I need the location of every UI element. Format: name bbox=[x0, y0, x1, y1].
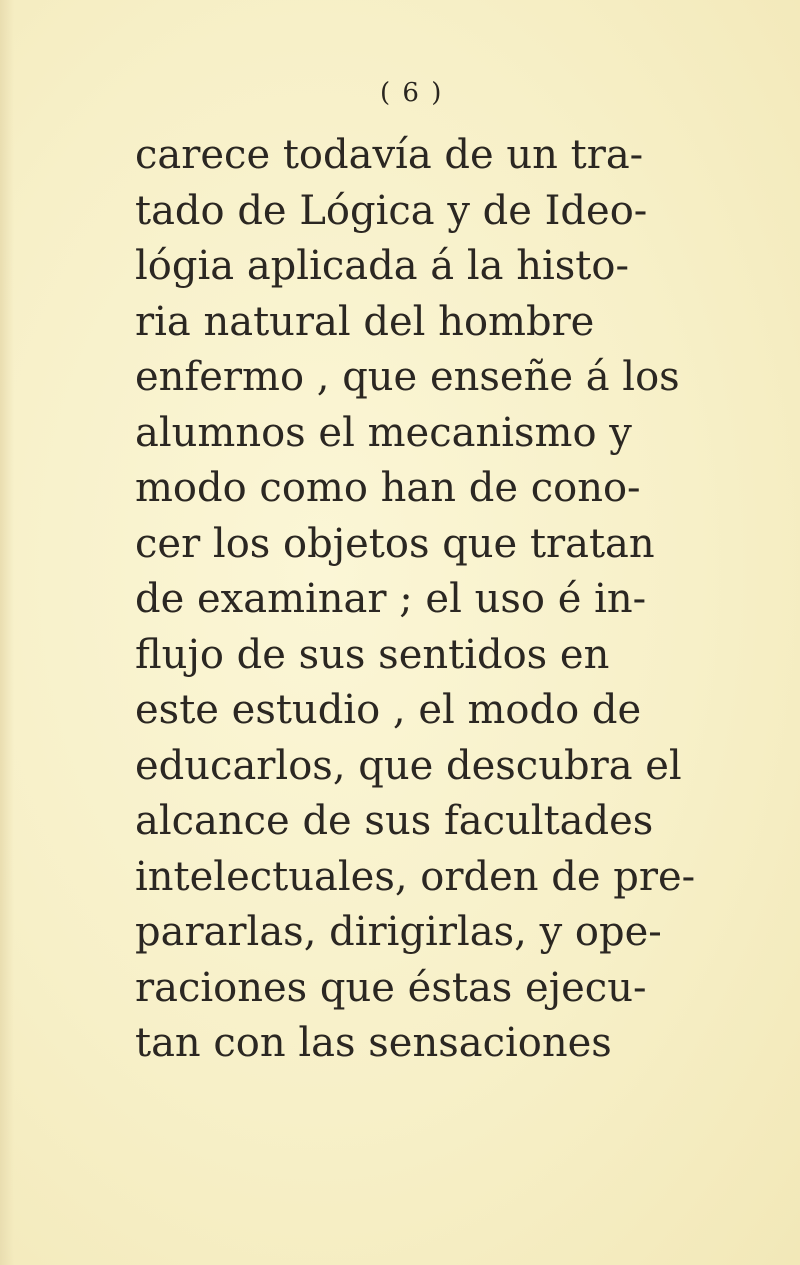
text-line-6: alumnos el mecanismo y bbox=[135, 409, 632, 456]
text-line-9: de examinar ; el uso é in- bbox=[135, 576, 647, 622]
text-line-3: lógia aplicada á la histo- bbox=[135, 243, 629, 289]
text-line-5: enfermo , que enseñe á los bbox=[135, 354, 680, 400]
text-line-10: flujo de sus sentidos en bbox=[135, 631, 610, 678]
text-line-2: tado de Lógica y de Ideo- bbox=[135, 187, 648, 234]
text-line-11: este estudio , el modo de bbox=[135, 687, 642, 733]
text-line-14: intelectuales, orden de pre- bbox=[135, 853, 696, 900]
text-line-4: ria natural del hombre bbox=[135, 298, 595, 345]
page-number: ( 6 ) bbox=[380, 78, 444, 108]
text-line-15: pararlas, dirigirlas, y ope- bbox=[135, 909, 662, 955]
text-line-7: modo como han de cono- bbox=[135, 465, 641, 511]
text-line-1: carece todavía de un tra- bbox=[135, 132, 644, 178]
text-line-16: raciones que éstas ejecu- bbox=[135, 964, 647, 1011]
text-line-12: educarlos, que descubra el bbox=[135, 742, 682, 789]
text-line-13: alcance de sus facultades bbox=[135, 798, 654, 844]
body-text bbox=[135, 128, 715, 1072]
text-line-17: tan con las sensaciones bbox=[135, 1020, 612, 1066]
text-line-8: cer los objetos que tratan bbox=[135, 520, 655, 567]
